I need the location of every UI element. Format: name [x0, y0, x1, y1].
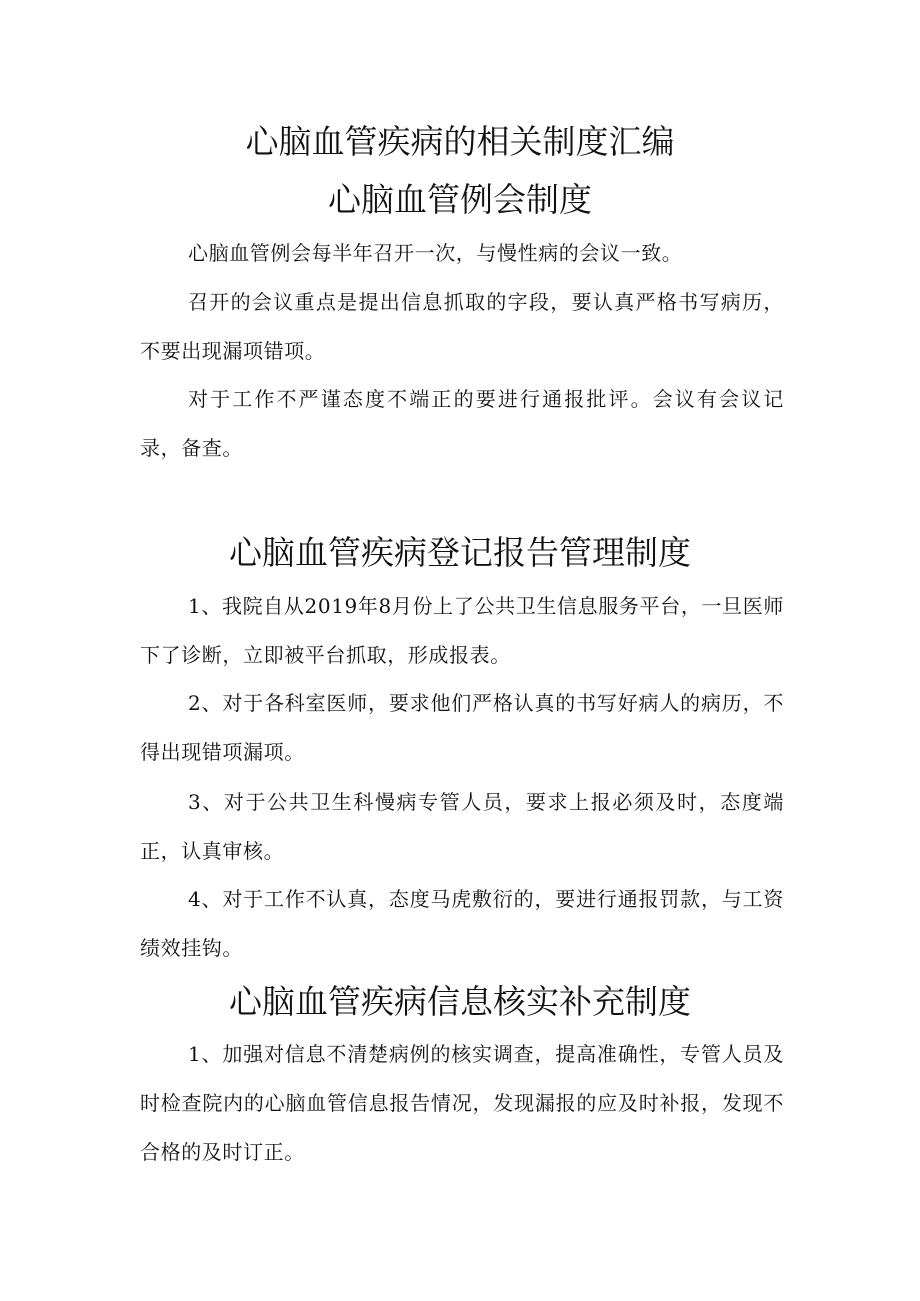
section-1-paragraph-2: 召开的会议重点是提出信息抓取的字段，要认真严格书写病历，不要出现漏项错项。: [140, 290, 784, 363]
document-main-title: 心脑血管疾病的相关制度汇编: [245, 122, 675, 161]
section-2-paragraph-4: 4、对于工作不认真，态度马虎敷衍的，要进行通报罚款，与工资绩效挂钩。: [140, 887, 784, 960]
section-heading-registration-report: 心脑血管疾病登记报告管理制度: [229, 533, 691, 572]
section-heading-meeting-system: 心脑血管例会制度: [328, 180, 592, 219]
section-1-paragraph-3: 对于工作不严谨态度不端正的要进行通报批评。会议有会议记录，备查。: [140, 387, 784, 460]
section-2-paragraph-2: 2、对于各科室医师，要求他们严格认真的书写好病人的病历，不得出现错项漏项。: [140, 691, 784, 764]
section-3-paragraph-1: 1、加强对信息不清楚病例的核实调查，提高准确性，专管人员及时检查院内的心脑血管信息报告情况，发现漏报的应及时补报，发现不合格的及时订正。: [140, 1042, 784, 1164]
section-2-paragraph-3: 3、对于公共卫生科慢病专管人员，要求上报必须及时，态度端正，认真审核。: [140, 790, 784, 863]
section-heading-info-verification: 心脑血管疾病信息核实补充制度: [229, 982, 691, 1021]
section-1-paragraph-1: 心脑血管例会每半年召开一次，与慢性病的会议一致。: [188, 241, 683, 265]
section-2-paragraph-1: 1、我院自从2019年8月份上了公共卫生信息服务平台，一旦医师下了诊断，立即被平台抓取，形成报表。: [140, 594, 784, 667]
